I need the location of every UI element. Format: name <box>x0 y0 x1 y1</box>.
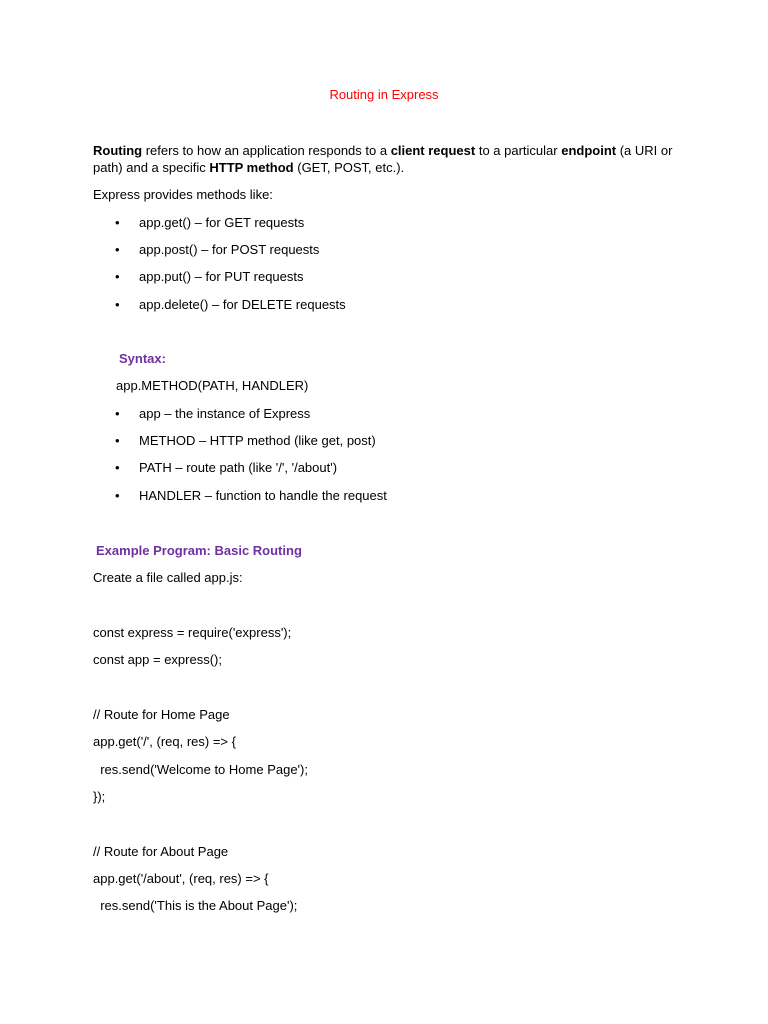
code-line: const express = require('express'); <box>93 625 292 640</box>
methods-list-item: app.put() – for PUT requests <box>139 269 304 284</box>
intro-paragraph <box>93 142 673 176</box>
intro-text-1: refers to how an application responds to a <box>142 143 391 158</box>
term-http-method: HTTP method <box>209 160 294 175</box>
syntax-list-item: PATH – route path (like '/', '/about') <box>139 460 338 475</box>
bullet-dot: • <box>115 215 120 230</box>
methods-list-item: app.get() – for GET requests <box>139 215 305 230</box>
intro-text-2: to a particular <box>475 143 562 158</box>
bullet-dot: • <box>115 242 120 257</box>
syntax-heading: Syntax: <box>119 351 166 366</box>
intro-text-3: (a URI or path) and a specific <box>93 143 673 175</box>
bullet-dot: • <box>115 488 120 503</box>
example-intro: Create a file called app.js: <box>93 570 243 585</box>
term-routing: Routing <box>93 143 143 158</box>
syntax-list-item: METHOD – HTTP method (like get, post) <box>139 433 376 448</box>
example-heading: Example Program: Basic Routing <box>96 543 302 558</box>
code-line: res.send('Welcome to Home Page'); <box>93 762 308 777</box>
bullet-dot: • <box>115 433 120 448</box>
bullet-dot: • <box>115 269 120 284</box>
code-line: app.get('/', (req, res) => { <box>93 734 236 749</box>
methods-list-item: app.delete() – for DELETE requests <box>139 297 346 312</box>
syntax-list-item: app – the instance of Express <box>139 406 311 421</box>
code-line: // Route for About Page <box>93 844 229 859</box>
bullet-dot: • <box>115 297 120 312</box>
term-client-request: client request <box>390 143 476 158</box>
code-line: // Route for Home Page <box>93 707 230 722</box>
bullet-dot: • <box>115 406 120 421</box>
intro-text-4: (GET, POST, etc.). <box>293 160 405 175</box>
document-title: Routing in Express <box>329 87 439 102</box>
code-line: const app = express(); <box>93 652 222 667</box>
code-line: }); <box>93 789 106 804</box>
code-line: res.send('This is the About Page'); <box>93 898 298 913</box>
syntax-list-item: HANDLER – function to handle the request <box>139 488 387 503</box>
code-line: app.get('/about', (req, res) => { <box>93 871 269 886</box>
bullet-dot: • <box>115 460 120 475</box>
syntax-line: app.METHOD(PATH, HANDLER) <box>116 378 309 393</box>
methods-intro: Express provides methods like: <box>93 187 273 202</box>
term-endpoint: endpoint <box>561 143 617 158</box>
methods-list-item: app.post() – for POST requests <box>139 242 320 257</box>
